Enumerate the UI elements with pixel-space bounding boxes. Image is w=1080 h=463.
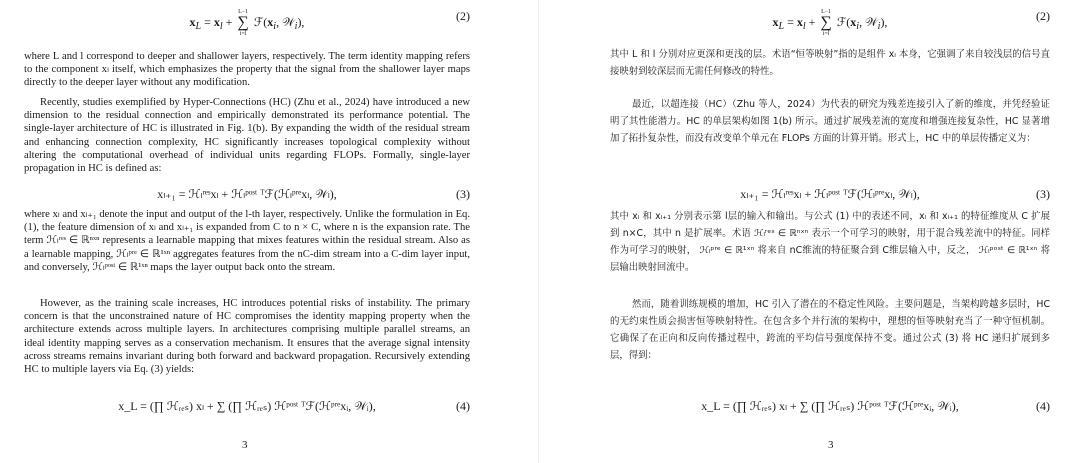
- english-page: [0, 0, 524, 463]
- equation-4-zh: x_L = (∏ ℋᵣₑₛ) xₗ + ∑ (∏ ℋᵣₑₛ) ℋᵖᵒˢᵗ ᵀℱ(ℋᵖʳᵉxᵢ, 𝒲ᵢ), (4): [701, 399, 1050, 413]
- paragraph-hyper-connections: Recently, studies exemplified by Hyper-Connections (HC) (Zhu et al., 2024) have introduced a new dimension to the residual connection and empirically demonstrated its performance potential. The single-layer architecture of HC is illustrated in Fig. 1(b). By expanding the width of the residual stream and enhancing connection complexity, HC significantly increases topological complexity without altering the computational overhead of individual units regarding FLOPs. Formally, single-layer propagation in HC is defined as:: [24, 97, 470, 175]
- equation-4: x_L = (∏ ℋᵣₑₛ) xₗ + ∑ (∏ ℋᵣₑₛ) ℋᵖᵒˢᵗ ᵀℱ(ℋᵖʳᵉxᵢ, 𝒲ᵢ), (4): [118, 399, 470, 413]
- paragraph-instability: However, as the training scale increases, HC introduces potential risks of instability. The primary concern is that the unconstrained nature of HC compromises the identity mapping property when the architecture extends across multiple layers. In architectures comprising multiple parallel streams, an ideal identity mapping serves as a conservation mechanism. It ensures that the average signal intensity across streams remains invariant during both forward and backward propagation. Recursively extending HC to multiple layers via Eq. (3) yields:: [24, 298, 470, 376]
- equation-2-zh: $x_L = x_l$ + L−1 ∑ i=l $ℱ(x_i$, 𝒲$_i$), (2): [772, 9, 1050, 37]
- paragraph-hyper-connections-zh: 最近，以超连接（HC）（Zhu 等人，2024）为代表的研究为残差连接引入了新的维度，并凭经验证明了其性能潜力。HC 的单层架构如图 1(b) 所示。通过扩展残差流的宽度和增强连接复杂性，HC 显著增加了拓扑复杂性，而没有改变单个单元在 FLOPs 方面的计算开销。形式上，HC 中的单层传播定义为：: [610, 99, 1050, 144]
- equation-number: (2): [456, 9, 470, 23]
- equation-3: xₗ₊₁ = ℋₗʳᵉˢxₗ + ℋₗᵖᵒˢᵗ ᵀℱ(ℋₗᵖʳᵉxₗ, 𝒲ₗ), (3): [157, 187, 470, 201]
- equation-2: $x_L = x_l$ + L−1 ∑ i=l $ℱ(x_i$, 𝒲$_i$), (2): [189, 9, 470, 37]
- page-number-zh: 3: [828, 439, 834, 451]
- paragraph-identity-mapping: where L and l correspond to deeper and shallower layers, respectively. The term identity mapping refers to the component xₗ itself, which emphasizes the property that the signal from the shallower layer maps directly to the deeper layer without any modification.: [24, 51, 470, 89]
- chinese-page: [560, 0, 1080, 463]
- paragraph-identity-mapping-zh: 其中 L 和 l 分别对应更深和更浅的层。术语“恒等映射”指的是组件 xₗ 本身，它强调了来自较浅层的信号直接映射到较深层而无需任何修改的特性。: [610, 49, 1050, 77]
- paragraph-instability-zh: 然而，随着训练规模的增加，HC 引入了潜在的不稳定性风险。主要问题是，当架构跨越多层时，HC 的无约束性质会损害恒等映射特性。在包含多个并行流的架构中，理想的恒等映射充当了一种守恒机制。它确保了在正向和反向传播过程中，跨流的平均信号强度保持不变。通过公式 (3) 将 HC 递归扩展到多层，得到：: [610, 299, 1050, 361]
- page-number: 3: [242, 439, 248, 451]
- paragraph-hc-definition: where xₗ and xₗ₊₁ denote the input and output of the l-th layer, respectively. Unlike the formulation in Eq. (1), the feature dimension of xₗ and xₗ₊₁ is expanded from C to n × C, where n is the expansion rate. The term ℋₗʳᵉˢ ∈ ℝⁿˣⁿ represents a learnable mapping that mixes features within the residual stream. Also as a learnable mapping, ℋₗᵖʳᵉ ∈ ℝ¹ˣⁿ aggregates features from the nC-dim stream into a C-dim layer input, and conversely, ℋₗᵖᵒˢᵗ ∈ ℝ¹ˣⁿ maps the layer output back onto the stream.: [24, 209, 470, 273]
- paragraph-hc-definition-zh: 其中 xₗ 和 xₗ₊₁ 分别表示第 l层的输入和输出。与公式 (1) 中的表述不同，xₗ 和 xₗ₊₁ 的特征维度从 C 扩展到 n×C，其中 n 是扩展率。术语 ℋₗʳᵉˢ ∈ ℝⁿˣⁿ 表示一个可学习的映射，用于混合残差流中的特征。同样作为可学习的映射， ℋₗᵖʳᵉ ∈ ℝ¹ˣⁿ 将来自 nC维流的特征聚合到 C维层输入中，反之， ℋₗᵖᵒˢᵗ ∈ ℝ¹ˣⁿ 将层输出映射回流中。: [610, 211, 1050, 273]
- page-divider: [538, 0, 539, 463]
- equation-3-zh: xₗ₊₁ = ℋₗʳᵉˢxₗ + ℋₗᵖᵒˢᵗ ᵀℱ(ℋₗᵖʳᵉxₗ, 𝒲ₗ), (3): [740, 187, 1050, 201]
